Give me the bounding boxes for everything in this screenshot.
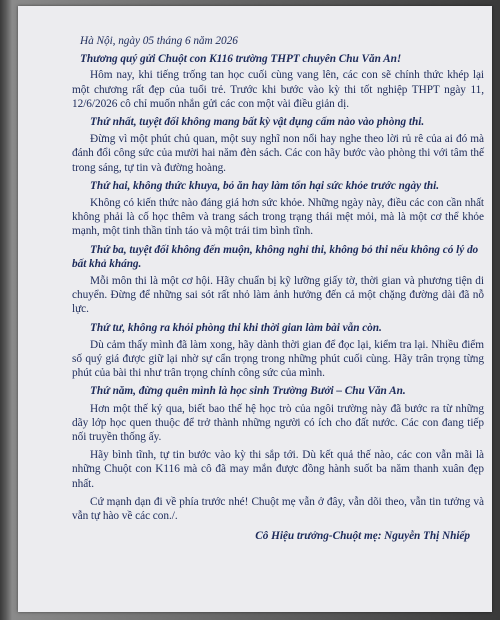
section-5-heading: Thứ năm, đừng quên mình là học sinh Trường Bưởi – Chu Văn An. [90,385,406,398]
signature: Cô Hiệu trưởng-Chuột mẹ: Nguyễn Thị Nhiếp [255,530,470,543]
section-2-body: Không có kiến thức nào đáng giá hơn sức khỏe. Những ngày này, điều các con cần nhất không phải là cố học thêm và trang sách trong trạng thái mệt mỏi, mà là một cơ thể khỏe mạnh, một tinh thần tỉnh táo và một trái tim bình tĩnh. [72,197,484,238]
section-1-body: Đừng vì một phút chủ quan, một suy nghĩ non nổi hay nghe theo lời rủ rê của ai đó mà đánh đổi công sức của mười hai năm đèn sách. Các con hãy bước vào phòng thi với tâm thế trong sáng, tự tin và đường hoàng. [72,133,484,174]
section-4-body: Dù cảm thấy mình đã làm xong, hãy dành thời gian để đọc lại, kiểm tra lại. Nhiều điểm số quý giá được giữ lại nhờ sự cẩn trọng trong những phút cuối cùng. Hãy trân trọng từng phút của bài thi như trân trọng chính công sức của mình. [72,338,484,380]
section-3-heading: Thứ ba, tuyệt đối không đến muộn, không nghỉ thi, không bỏ thi nếu không có lý do bất khả kháng. [72,243,479,270]
section-1-heading: Thứ nhất, tuyệt đối không mang bất kỳ vật dụng cấm nào vào phòng thi. [90,116,425,129]
closing-paragraph-1: Hãy bình tĩnh, tự tin bước vào kỳ thi sắp tới. Dù kết quả thế nào, các con vẫn mãi là những Chuột con K116 mà cô đã may mắn được đồng hành suốt ba năm thanh xuân đẹp nhất. [72,449,484,490]
section-3-body: Mỗi môn thi là một cơ hội. Hãy chuẩn bị kỹ lưỡng giấy tờ, thời gian và phương tiện di chuyển. Đừng để những sai sót rất nhỏ làm ảnh hưởng đến cả một chặng đường dài đã nỗ lực. [72,275,484,316]
section-5-body: Hơn một thế kỷ qua, biết bao thế hệ học trò của ngôi trường này đã bước ra từ những dãy lớp học quen thuộc để trở thành những người có ích cho đất nước. Các con đang tiếp nối truyền thống ấy. [72,402,484,444]
letter-paper [18,6,492,612]
closing-paragraph-2: Cứ mạnh dạn đi về phía trước nhé! Chuột mẹ vẫn ở đây, vẫn dõi theo, vẫn tin tưởng và vẫn tự hào về các con./. [72,495,484,523]
letter-content [72,34,484,544]
date-line: Hà Nội, ngày 05 tháng 6 năm 2026 [80,35,238,47]
section-4-heading: Thứ tư, không ra khỏi phòng thi khi thời gian làm bài vẫn còn. [90,321,382,334]
greeting: Thương quý gửi Chuột con K116 trường THPT chuyên Chu Văn An! [80,53,402,66]
section-2-heading: Thứ hai, không thức khuya, bỏ ăn hay làm tổn hại sức khỏe trước ngày thi. [90,179,439,192]
intro-paragraph: Hôm nay, khi tiếng trống tan học cuối cùng vang lên, các con sẽ chính thức khép lại một chương rất đẹp của tuổi trẻ. Trước khi bước vào kỳ thi tốt nghiệp THPT ngày 11, 12/6/2026 cô chỉ muốn nhắn gửi các con một vài điều giản dị. [72,69,484,110]
